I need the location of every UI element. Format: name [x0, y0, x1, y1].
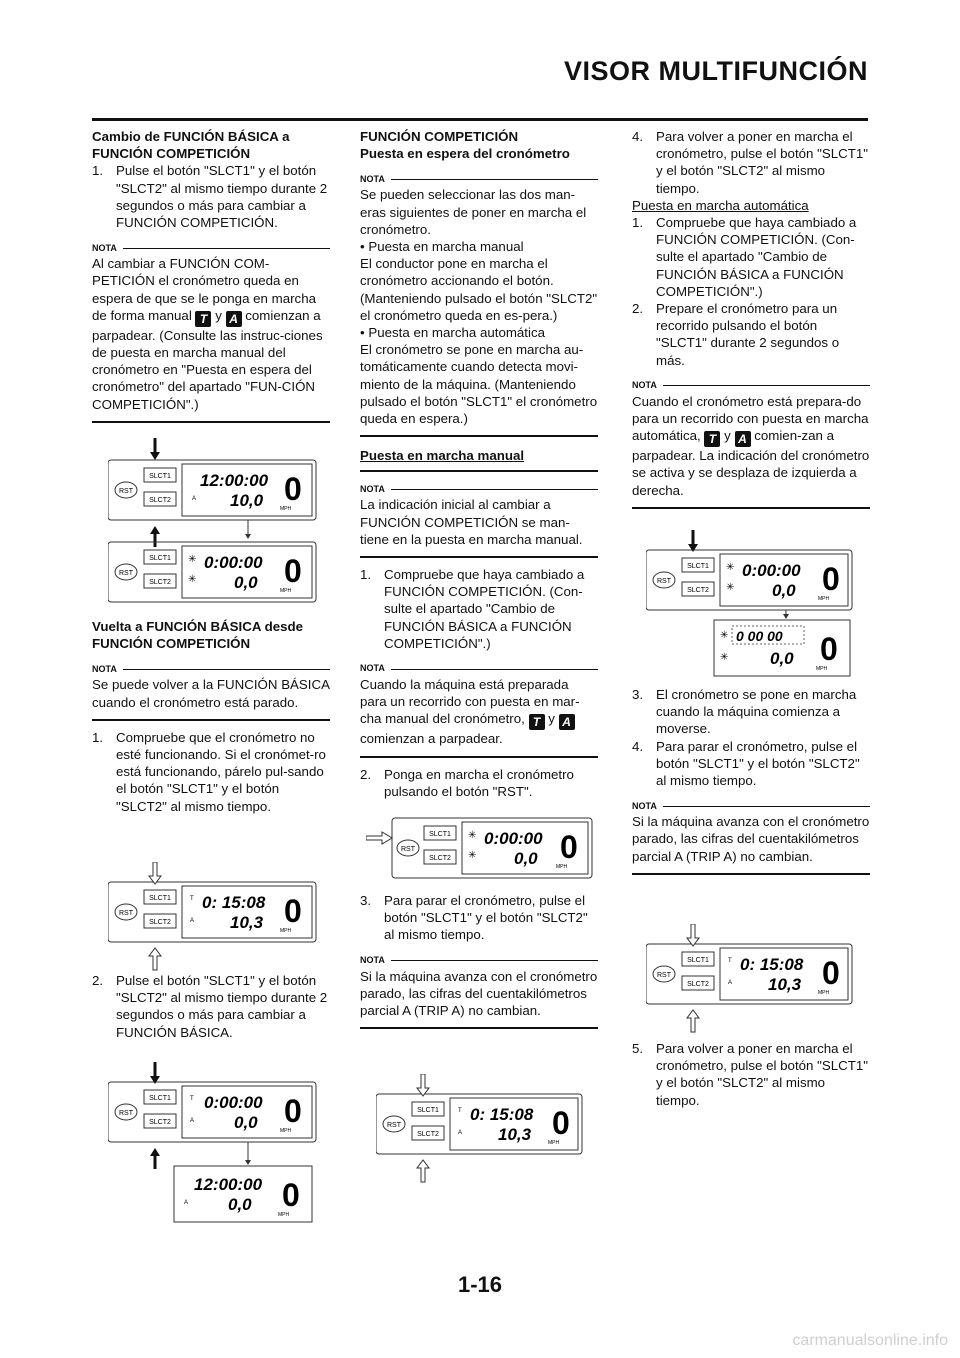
svg-text:RST: RST [387, 1122, 401, 1129]
svg-text:T: T [728, 958, 732, 964]
section-heading: FUNCIÓN COMPETICIÓN [360, 129, 519, 144]
lcd-panel [108, 460, 316, 520]
blink-icon: ✳ [726, 582, 735, 593]
svg-text:A: A [728, 980, 733, 986]
press-arrow-down-icon [150, 438, 160, 460]
svg-text:SLCT2: SLCT2 [149, 1119, 171, 1126]
blink-icon: ✳ [188, 574, 197, 585]
lcd-panel [714, 620, 850, 676]
list-item: 1. Compruebe que el cronómetro no esté funcionando. Si el cronómet-ro está funcionando, párelo pul-sando el botón "SLCT1" y el botón "SLCT2" al mismo tiempo. [92, 729, 326, 814]
nota-header: NOTA [360, 174, 598, 184]
svg-text:MPH: MPH [280, 1128, 292, 1134]
svg-text:0,0: 0,0 [770, 649, 794, 668]
svg-text:MPH: MPH [280, 506, 292, 512]
t-icon: T [704, 431, 720, 447]
svg-text:RST: RST [119, 910, 133, 917]
nota-body: Se pueden seleccionar las dos man-eras siguientes de poner en marcha el cronómetro. • Puesta en marcha manual El conductor pone en marcha el cronómetro accionando el botón. (Manteniendo pulsado el botón "SLCT2" el cronómetro queda en es-pera.) • Puesta en marcha automática El cronómetro se pone en marcha au-tomáticamente cuando detecta movi-miento de la máquina. (Manteniendo pulsado el botón "SLCT1" el cronómetro queda en espera.) [360, 186, 598, 437]
svg-text:RST: RST [657, 578, 671, 585]
nota-header: NOTA [360, 956, 598, 966]
nota-body: Se puede volver a la FUNCIÓN BÁSICA cuando el cronómetro está parado. [92, 676, 330, 720]
list-item: 1. Compruebe que haya cambiado a FUNCIÓN COMPETICIÓN. (Con-sulte el apartado "Cambio de FUNCIÓN BÁSICA a FUNCIÓN COMPETICIÓN".) [632, 215, 857, 299]
press-arrow-up-icon [417, 1160, 429, 1182]
svg-text:A: A [190, 1118, 195, 1124]
svg-text:0,0: 0,0 [234, 573, 258, 592]
lcd-panel [646, 944, 852, 1004]
column-2-lower [360, 892, 598, 1029]
svg-text:10,3: 10,3 [768, 975, 802, 994]
page-title: VISOR MULTIFUNCIÓN [564, 56, 868, 86]
lcd-panel [376, 1094, 582, 1154]
press-arrow-up-icon [150, 1148, 160, 1169]
list-item: 1. Pulse el botón "SLCT1" y el botón "SLCT2" al mismo tiempo durante 2 segundos o más para cambiar a FUNCIÓN COMPETICIÓN. [92, 163, 328, 231]
column-1-step2 [92, 972, 330, 1041]
svg-text:SLCT2: SLCT2 [429, 855, 451, 862]
press-arrow-down-icon [417, 1074, 429, 1096]
nota-body: Cuando el cronómetro está prepara-do para un recorrido con puesta en marcha automática, T y A comien-zan a parpadear. La indicación del cronómetro se activa y se desplaza de izquierda a derecha. [632, 393, 870, 509]
list-item: 3. El cronómetro se pone en marcha cuando la máquina comienza a moverse. [632, 687, 857, 737]
list-item: 3. Para parar el cronómetro, pulse el botón "SLCT1" y el botón "SLCT2" al mismo tiempo. [360, 893, 588, 943]
lcd-diagram-basic-to-comp [108, 436, 323, 606]
blink-icon: ✳ [468, 830, 477, 841]
svg-text:T: T [190, 896, 194, 902]
lcd-panel [392, 818, 592, 878]
list-item: 4. Para volver a poner en marcha el cronómetro, pulse el botón "SLCT1" y el botón "SLCT2" al mismo tiempo. [632, 129, 868, 196]
svg-text:RST: RST [119, 1110, 133, 1117]
svg-text:SLCT2: SLCT2 [687, 587, 709, 594]
svg-text:A: A [190, 918, 195, 924]
svg-text:A: A [184, 1200, 189, 1206]
press-arrow-down-icon [687, 924, 699, 946]
lcd-gear: 0 [284, 471, 302, 507]
lcd-panel [108, 542, 316, 602]
lcd-panel [108, 882, 316, 942]
page-number: 1-16 [457, 1272, 503, 1297]
svg-text:0:00:00: 0:00:00 [204, 553, 263, 572]
section-heading: Puesta en marcha automática [632, 197, 809, 213]
svg-text:0:00:00: 0:00:00 [484, 829, 543, 848]
section-heading: Cambio de FUNCIÓN BÁSICA a FUNCIÓN COMPETICIÓN [92, 129, 290, 162]
svg-text:0: 15:08: 0: 15:08 [202, 893, 266, 912]
nota-header: NOTA [92, 243, 330, 253]
press-arrow-down-icon [150, 1062, 160, 1084]
svg-text:0:00:00: 0:00:00 [742, 561, 801, 580]
lcd-panel [174, 1166, 312, 1222]
svg-text:SLCT2: SLCT2 [417, 1131, 439, 1138]
svg-text:MPH: MPH [818, 990, 830, 996]
svg-text:SLCT1: SLCT1 [149, 555, 171, 562]
section-heading: Vuelta a FUNCIÓN BÁSICA desde FUNCIÓN COMPETICIÓN [92, 619, 304, 652]
column-1 [92, 128, 330, 423]
list-item: 4. Para parar el cronómetro, pulse el botón "SLCT1" y el botón "SLCT2" al mismo tiempo. [632, 738, 860, 789]
nota-body: Al cambiar a FUNCIÓN COM-PETICIÓN el cronómetro queda en espera de que se le ponga en marcha de forma manual T y A comienzan a parpadear. (Consulte las instruc-ciones de puesta en marcha manual del cronómetro en "Puesta en espera del cronómetro" del apartado "FUN-CIÓN COMPETICIÓN".) [92, 255, 330, 423]
svg-text:0: 15:08: 0: 15:08 [470, 1105, 534, 1124]
section-subheading: Puesta en espera del cronómetro [360, 146, 570, 162]
press-arrow-up-icon [687, 1010, 699, 1032]
svg-text:10,3: 10,3 [230, 913, 264, 932]
blink-icon: ✳ [188, 554, 197, 565]
lcd-diagram-back-to-basic [108, 1062, 323, 1226]
svg-text:0: 0 [560, 829, 578, 865]
svg-text:SLCT1: SLCT1 [149, 895, 171, 902]
nota-header: NOTA [360, 484, 598, 494]
press-arrow-down-icon [149, 862, 161, 884]
title-rule [92, 118, 868, 121]
column-2 [360, 128, 598, 800]
svg-text:SLCT2: SLCT2 [687, 981, 709, 988]
svg-text:0: 0 [822, 561, 840, 597]
slct1-label: SLCT1 [149, 473, 171, 480]
svg-text:SLCT2: SLCT2 [149, 579, 171, 586]
svg-text:0: 0 [282, 1177, 300, 1213]
svg-text:MPH: MPH [278, 1212, 290, 1218]
svg-text:0:00:00: 0:00:00 [204, 1093, 263, 1112]
svg-text:0,0: 0,0 [772, 581, 796, 600]
t-icon: T [195, 311, 211, 327]
svg-text:SLCT1: SLCT1 [149, 1095, 171, 1102]
svg-text:MPH: MPH [816, 666, 828, 672]
lcd-diagram-auto-start [646, 530, 861, 680]
column-3-lower [632, 1040, 870, 1109]
svg-text:0: 0 [552, 1105, 570, 1141]
svg-text:A: A [458, 1130, 463, 1136]
lcd-diagram-stopped [376, 1074, 591, 1184]
svg-text:SLCT1: SLCT1 [687, 957, 709, 964]
nota-body: La indicación inicial al cambiar a FUNCIÓN COMPETICIÓN se man-tiene en la puesta en marcha manual. [360, 496, 598, 558]
press-arrow-up-icon [150, 526, 160, 547]
column-1-lower [92, 618, 330, 815]
svg-text:T: T [190, 1096, 194, 1102]
nota-body: Si la máquina avanza con el cronómetro parado, las cifras del cuentakilómetros parcial A (TRIP A) no cambian. [632, 813, 870, 875]
lcd-diagram-stopped [108, 862, 323, 972]
nota-header: NOTA [632, 381, 870, 391]
blink-icon: ✳ [720, 630, 729, 641]
lcd-panel [108, 1082, 316, 1142]
list-item: 2. Ponga en marcha el cronómetro pulsando el botón "RST". [360, 766, 574, 799]
svg-text:10,3: 10,3 [498, 1125, 532, 1144]
svg-text:T: T [458, 1108, 462, 1114]
lcd-panel [646, 550, 852, 610]
svg-text:0: 15:08: 0: 15:08 [740, 955, 804, 974]
nota-header: NOTA [92, 664, 330, 674]
svg-text:RST: RST [119, 570, 133, 577]
blink-icon: ✳ [720, 652, 729, 663]
blink-icon: ✳ [468, 850, 477, 861]
svg-text:MPH: MPH [280, 588, 292, 594]
t-icon: T [529, 714, 545, 730]
svg-text:0: 0 [284, 1093, 302, 1129]
svg-text:0: 0 [820, 631, 838, 667]
svg-text:MPH: MPH [556, 864, 568, 870]
svg-text:12:00:00: 12:00:00 [194, 1175, 263, 1194]
list-item: 1. Compruebe que haya cambiado a FUNCIÓN COMPETICIÓN. (Con-sulte el apartado "Cambio de FUNCIÓN BÁSICA a FUNCIÓN COMPETICIÓN".) [360, 567, 585, 651]
press-arrow-down-icon [688, 530, 698, 552]
svg-text:MPH: MPH [280, 928, 292, 934]
watermark: carmanualsonline.info [792, 1332, 948, 1349]
svg-text:SLCT1: SLCT1 [417, 1107, 439, 1114]
nota-header: NOTA [632, 801, 870, 811]
list-item: 5. Para volver a poner en marcha el cronómetro, pulse el botón "SLCT1" y el botón "SLCT2" al mismo tiempo. [632, 1041, 868, 1108]
lcd-time: 12:00:00 [200, 471, 269, 490]
a-icon: A [735, 431, 751, 447]
svg-text:0: 0 [822, 955, 840, 991]
column-3-middle [632, 686, 870, 875]
svg-text:RST: RST [401, 846, 415, 853]
rst-label: RST [119, 488, 133, 495]
nota-body: Si la máquina avanza con el cronómetro parado, las cifras del cuentakilómetros parcial A (TRIP A) no cambian. [360, 968, 598, 1030]
lcd-diagram-rst-start [366, 816, 598, 886]
svg-text:SLCT1: SLCT1 [687, 563, 709, 570]
svg-text:0,0: 0,0 [228, 1195, 252, 1214]
a-icon: A [559, 714, 575, 730]
svg-text:0,0: 0,0 [514, 849, 538, 868]
lcd-trip: 10,0 [230, 491, 264, 510]
svg-text:0,0: 0,0 [234, 1113, 258, 1132]
lcd-diagram-stopped [646, 924, 861, 1034]
section-heading: Puesta en marcha manual [360, 447, 598, 472]
svg-text:RST: RST [657, 972, 671, 979]
svg-text:MPH: MPH [548, 1140, 560, 1146]
blink-icon: ✳ [726, 562, 735, 573]
svg-text:SLCT1: SLCT1 [429, 831, 451, 838]
svg-text:0: 0 [284, 553, 302, 589]
nota-header: NOTA [360, 664, 598, 674]
svg-text:SLCT2: SLCT2 [149, 919, 171, 926]
press-arrow-right-icon [366, 832, 392, 844]
svg-text:0: 0 [284, 893, 302, 929]
svg-text:MPH: MPH [818, 596, 830, 602]
press-arrow-up-icon [149, 948, 161, 970]
svg-text:A: A [192, 496, 197, 502]
nota-body: Cuando la máquina está preparada para un recorrido con puesta en mar-cha manual del cronómetro, T y A comienzan a parpadear. [360, 676, 598, 758]
column-3 [632, 128, 870, 509]
a-icon: A [226, 311, 242, 327]
list-item: 2. Prepare el cronómetro para un recorrido pulsando el botón "SLCT1" durante 2 segundos o más. [632, 301, 840, 368]
list-item: 2. Pulse el botón "SLCT1" y el botón "SLCT2" al mismo tiempo durante 2 segundos o más para cambiar a FUNCIÓN BÁSICA. [92, 973, 328, 1040]
slct2-label: SLCT2 [149, 497, 171, 504]
svg-text:0 00 00: 0 00 00 [736, 628, 783, 644]
